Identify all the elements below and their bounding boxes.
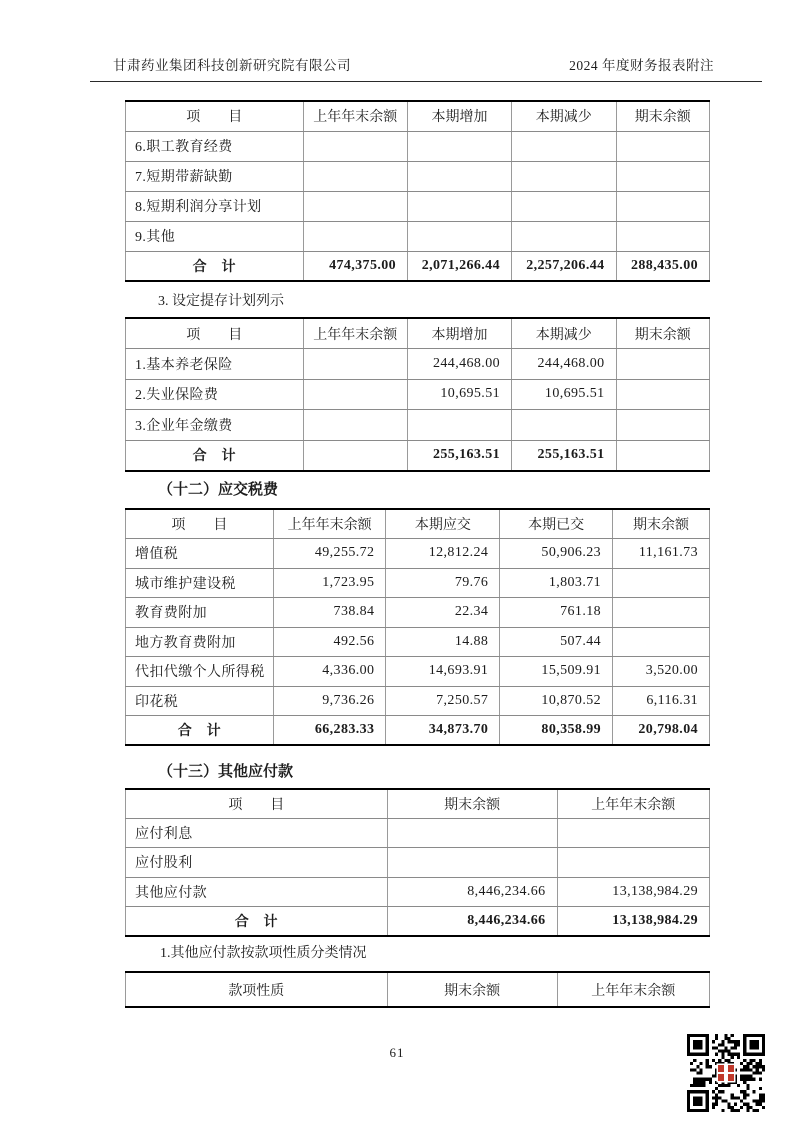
table-cell	[408, 410, 512, 441]
table-cell: 20,798.04	[613, 716, 710, 746]
total-row	[126, 440, 710, 471]
table-cell	[408, 131, 512, 161]
table-header-row	[126, 789, 710, 818]
table-row	[126, 568, 710, 598]
table-row	[126, 627, 710, 657]
employee-benefits-table	[125, 100, 710, 282]
payables-by-nature-table	[125, 971, 710, 1008]
table-cell: 其他应付款	[126, 877, 388, 906]
table-cell: 应付股利	[126, 848, 388, 877]
table-cell: 492.56	[273, 627, 386, 657]
header-cell: 期末余额	[616, 318, 709, 349]
running-header	[90, 54, 762, 82]
table-cell: 印花税	[126, 686, 274, 716]
table-cell: 10,695.51	[408, 379, 512, 410]
header-cell: 期末余额	[387, 972, 557, 1007]
table-cell: 2,257,206.44	[512, 251, 617, 281]
table-cell: 增值税	[126, 539, 274, 569]
header-cell: 期末余额	[613, 509, 710, 539]
table-cell	[303, 440, 408, 471]
table-row	[126, 598, 710, 628]
table-cell: 14.88	[386, 627, 500, 657]
table-cell: 合 计	[126, 440, 304, 471]
table-row	[126, 191, 710, 221]
table-cell: 507.44	[500, 627, 613, 657]
table-cell: 地方教育费附加	[126, 627, 274, 657]
table-cell: 8,446,234.66	[387, 907, 557, 936]
table-cell	[613, 568, 710, 598]
page-number: 61	[389, 1045, 405, 1060]
table-cell: 13,138,984.29	[557, 907, 709, 936]
header-cell: 上年年末余额	[557, 789, 709, 818]
table-cell: 8.短期利润分享计划	[126, 191, 304, 221]
header-cell: 本期应交	[386, 509, 500, 539]
table-cell: 合 计	[126, 716, 274, 746]
table-cell: 城市维护建设税	[126, 568, 274, 598]
table-cell: 10,870.52	[500, 686, 613, 716]
table-cell	[616, 131, 709, 161]
other-payables-table	[125, 788, 710, 937]
table-cell: 15,509.91	[500, 657, 613, 687]
table-cell: 6,116.31	[613, 686, 710, 716]
table-header-row	[126, 972, 710, 1007]
defined-contribution-table	[125, 317, 710, 472]
company-name: 甘肃药业集团科技创新研究院有限公司	[113, 58, 351, 73]
table-cell	[512, 221, 617, 251]
table-cell	[512, 161, 617, 191]
table-cell: 13,138,984.29	[557, 877, 709, 906]
note-other-payables-by-nature: 1.其他应付款按款项性质分类情况	[160, 946, 367, 961]
table-cell: 255,163.51	[512, 440, 617, 471]
table-cell	[387, 848, 557, 877]
table-cell: 12,812.24	[386, 539, 500, 569]
verification-qr-code-icon	[687, 1034, 765, 1112]
table-cell	[616, 161, 709, 191]
header-cell: 期末余额	[387, 789, 557, 818]
table-row	[126, 848, 710, 877]
table-cell: 7.短期带薪缺勤	[126, 161, 304, 191]
table-row	[126, 818, 710, 847]
header-cell: 本期增加	[408, 101, 512, 131]
table-row	[126, 349, 710, 380]
header-cell: 项 目	[126, 509, 274, 539]
table-cell: 教育费附加	[126, 598, 274, 628]
table-cell: 22.34	[386, 598, 500, 628]
table-cell	[387, 818, 557, 847]
table-cell	[303, 221, 408, 251]
table-row	[126, 161, 710, 191]
table-cell	[408, 191, 512, 221]
table-cell	[512, 410, 617, 441]
table-cell: 3,520.00	[613, 657, 710, 687]
table-cell	[616, 410, 709, 441]
table-cell: 8,446,234.66	[387, 877, 557, 906]
table-header-row	[126, 101, 710, 131]
table-cell	[303, 410, 408, 441]
header-cell: 本期减少	[512, 318, 617, 349]
table-cell: 761.18	[500, 598, 613, 628]
table-cell: 288,435.00	[616, 251, 709, 281]
table-cell	[408, 221, 512, 251]
table-cell: 255,163.51	[408, 440, 512, 471]
table-cell	[557, 818, 709, 847]
header-cell: 本期减少	[512, 101, 617, 131]
table-cell: 6.职工教育经费	[126, 131, 304, 161]
table-cell: 244,468.00	[512, 349, 617, 380]
header-cell: 上年年末余额	[273, 509, 386, 539]
table-cell: 66,283.33	[273, 716, 386, 746]
heading-other-payables: （十三）其他应付款	[158, 764, 294, 780]
report-title: 2024 年度财务报表附注	[569, 58, 714, 73]
total-row	[126, 907, 710, 936]
header-cell: 款项性质	[126, 972, 388, 1007]
table-cell	[303, 349, 408, 380]
table-cell: 50,906.23	[500, 539, 613, 569]
header-cell: 项 目	[126, 318, 304, 349]
table-row	[126, 539, 710, 569]
table-cell: 1,723.95	[273, 568, 386, 598]
taxes-payable-table	[125, 508, 710, 746]
header-cell: 本期已交	[500, 509, 613, 539]
table-cell	[616, 349, 709, 380]
table-row	[126, 657, 710, 687]
table-cell	[557, 848, 709, 877]
table-cell: 10,695.51	[512, 379, 617, 410]
table-cell: 14,693.91	[386, 657, 500, 687]
table-row	[126, 877, 710, 906]
header-cell: 上年年末余额	[303, 101, 408, 131]
table-row	[126, 221, 710, 251]
table-row	[126, 131, 710, 161]
table-cell: 244,468.00	[408, 349, 512, 380]
header-cell: 项 目	[126, 101, 304, 131]
table-row	[126, 410, 710, 441]
table-row	[126, 686, 710, 716]
table-cell	[303, 131, 408, 161]
table-cell: 1,803.71	[500, 568, 613, 598]
table-cell: 34,873.70	[386, 716, 500, 746]
table-cell: 合 计	[126, 907, 388, 936]
total-row	[126, 251, 710, 281]
table-cell: 9.其他	[126, 221, 304, 251]
table-row	[126, 379, 710, 410]
table-cell: 49,255.72	[273, 539, 386, 569]
table-cell	[616, 379, 709, 410]
header-cell: 上年年末余额	[303, 318, 408, 349]
table-cell: 79.76	[386, 568, 500, 598]
table-cell	[616, 221, 709, 251]
table-cell: 合 计	[126, 251, 304, 281]
table-cell: 1.基本养老保险	[126, 349, 304, 380]
table-cell: 11,161.73	[613, 539, 710, 569]
header-cell: 上年年末余额	[557, 972, 709, 1007]
header-cell: 期末余额	[616, 101, 709, 131]
table-cell: 738.84	[273, 598, 386, 628]
heading-taxes-payable: （十二）应交税费	[158, 482, 279, 498]
table-cell: 4,336.00	[273, 657, 386, 687]
table-cell: 2,071,266.44	[408, 251, 512, 281]
total-row	[126, 716, 710, 746]
header-cell: 项 目	[126, 789, 388, 818]
table-cell: 9,736.26	[273, 686, 386, 716]
table-cell	[616, 191, 709, 221]
table-header-row	[126, 318, 710, 349]
table-cell: 7,250.57	[386, 686, 500, 716]
heading-defined-contribution: 3. 设定提存计划列示	[158, 294, 284, 309]
table-cell: 应付利息	[126, 818, 388, 847]
table-cell: 2.失业保险费	[126, 379, 304, 410]
table-cell	[512, 191, 617, 221]
table-cell: 代扣代缴个人所得税	[126, 657, 274, 687]
table-cell	[303, 161, 408, 191]
table-cell	[303, 379, 408, 410]
table-cell	[303, 191, 408, 221]
table-cell	[613, 627, 710, 657]
table-cell	[613, 598, 710, 628]
table-cell: 80,358.99	[500, 716, 613, 746]
table-cell: 474,375.00	[303, 251, 408, 281]
table-cell	[512, 131, 617, 161]
table-cell	[408, 161, 512, 191]
table-cell: 3.企业年金缴费	[126, 410, 304, 441]
header-cell: 本期增加	[408, 318, 512, 349]
table-cell	[616, 440, 709, 471]
table-header-row	[126, 509, 710, 539]
